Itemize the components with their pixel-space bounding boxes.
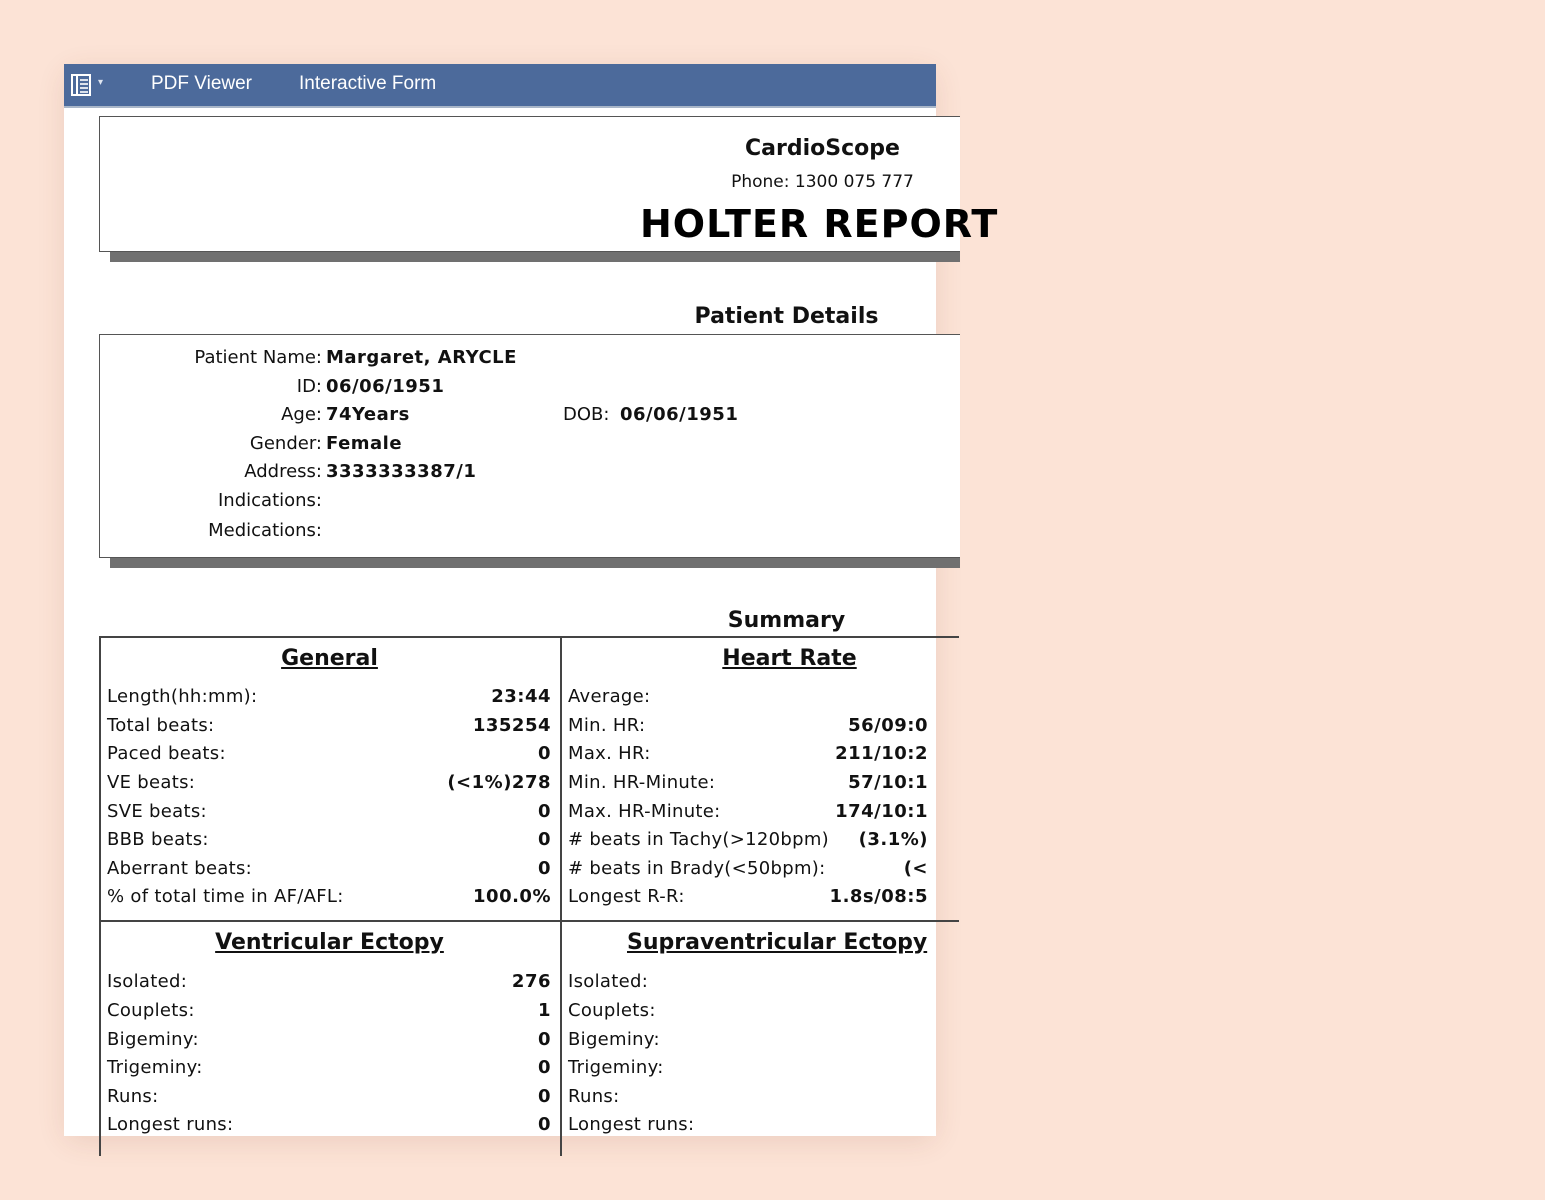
row-label: Bigeminy: — [107, 1029, 199, 1050]
patient-details-box — [99, 334, 960, 558]
general-heading: General — [281, 646, 378, 671]
table-row — [107, 829, 551, 857]
tab-pdf-viewer[interactable]: PDF Viewer — [151, 73, 253, 94]
table-row — [568, 971, 928, 999]
list-menu-icon[interactable] — [70, 73, 106, 97]
company-name: CardioScope — [745, 136, 900, 161]
row-value: (< — [903, 858, 928, 879]
patient-address-value: 3333333387/1 — [326, 461, 477, 482]
table-row — [107, 1029, 551, 1057]
row-label: Runs: — [568, 1086, 620, 1107]
row-label: Min. HR: — [568, 715, 646, 736]
row-value: 57/10:1 — [848, 772, 928, 793]
row-label: Aberrant beats: — [107, 858, 253, 879]
patient-id-label: ID: — [296, 376, 322, 397]
table-row — [568, 858, 928, 886]
row-label: Isolated: — [107, 971, 188, 992]
table-row — [568, 1114, 928, 1142]
table-row — [568, 1029, 928, 1057]
row-value: 0 — [537, 1086, 551, 1107]
table-row — [107, 801, 551, 829]
table-row — [107, 1114, 551, 1142]
row-value: 0 — [537, 1114, 551, 1135]
row-label: Isolated: — [568, 971, 649, 992]
table-divider-horizontal — [99, 920, 959, 922]
patient-id-row — [100, 376, 960, 404]
row-label: Max. HR: — [568, 743, 651, 764]
row-value: 23:44 — [491, 686, 551, 707]
row-label: Max. HR-Minute: — [568, 801, 721, 822]
patient-age-row — [100, 404, 960, 432]
table-row — [568, 715, 928, 743]
table-row — [568, 743, 928, 771]
row-value: 276 — [511, 971, 551, 992]
heart-rate-heading: Heart Rate — [722, 646, 857, 671]
row-label: % of total time in AF/AFL: — [107, 886, 344, 907]
table-row — [107, 858, 551, 886]
row-value: 0 — [537, 801, 551, 822]
patient-age-value: 74Years — [326, 404, 410, 425]
company-phone: Phone: 1300 075 777 — [731, 172, 914, 192]
row-label: Trigeminy: — [107, 1057, 203, 1078]
row-label: Longest runs: — [107, 1114, 234, 1135]
row-label: Trigeminy: — [568, 1057, 664, 1078]
table-border-left — [99, 636, 101, 1156]
row-label: Total beats: — [107, 715, 215, 736]
table-row — [568, 1000, 928, 1028]
summary-table — [99, 636, 959, 1156]
row-value: 135254 — [472, 715, 551, 736]
patient-address-label: Address: — [244, 461, 322, 482]
row-value: 211/10:2 — [835, 743, 928, 764]
table-row — [107, 886, 551, 914]
row-value: 56/09:0 — [848, 715, 928, 736]
patient-name-value: Margaret, ARYCLE — [326, 347, 517, 368]
row-label: SVE beats: — [107, 801, 207, 822]
table-row — [568, 686, 928, 714]
patient-age-label: Age: — [281, 404, 322, 425]
patient-medications-label: Medications: — [208, 520, 322, 541]
table-row — [107, 772, 551, 800]
row-value: (<1%)278 — [447, 772, 551, 793]
row-value: 1.8s/08:5 — [829, 886, 928, 907]
chevron-down-icon: ▾ — [98, 77, 104, 88]
row-label: Longest runs: — [568, 1114, 695, 1135]
tab-interactive-form[interactable]: Interactive Form — [299, 73, 437, 94]
pdf-viewer-window — [64, 64, 999, 1136]
report-header-box — [99, 116, 999, 252]
row-label: Runs: — [107, 1086, 159, 1107]
patient-dob-value: 06/06/1951 — [620, 404, 739, 425]
table-row — [568, 801, 928, 829]
patient-medications-row — [100, 520, 960, 548]
row-label: BBB beats: — [107, 829, 209, 850]
table-row — [107, 715, 551, 743]
row-value: 0 — [537, 829, 551, 850]
patient-indications-row — [100, 490, 960, 518]
patient-box-shadow — [110, 558, 960, 568]
row-label: Average: — [568, 686, 651, 707]
row-value: 0 — [537, 858, 551, 879]
table-row — [107, 1000, 551, 1028]
table-border-top — [99, 636, 959, 638]
patient-indications-label: Indications: — [218, 490, 322, 511]
patient-dob-label: DOB: — [563, 404, 610, 425]
toolbar — [64, 64, 936, 108]
ventricular-ectopy-heading: Ventricular Ectopy — [215, 930, 444, 955]
table-row — [568, 829, 928, 857]
document-page — [64, 108, 999, 1136]
header-box-shadow — [110, 252, 960, 262]
row-label: # beats in Tachy(>120bpm) — [568, 829, 829, 850]
row-label: Couplets: — [568, 1000, 656, 1021]
row-value: 0 — [537, 743, 551, 764]
table-row — [107, 686, 551, 714]
table-row — [568, 1057, 928, 1085]
row-label: Longest R-R: — [568, 886, 685, 907]
row-label: VE beats: — [107, 772, 196, 793]
row-label: Bigeminy: — [568, 1029, 660, 1050]
table-row — [568, 772, 928, 800]
row-label: Couplets: — [107, 1000, 195, 1021]
row-value: 0 — [537, 1029, 551, 1050]
table-row — [568, 886, 928, 914]
table-row — [107, 743, 551, 771]
patient-id-value: 06/06/1951 — [326, 376, 445, 397]
row-label: Paced beats: — [107, 743, 226, 764]
table-row — [568, 1086, 928, 1114]
list-menu-icon-svg — [70, 73, 94, 97]
summary-title: Summary — [727, 608, 846, 633]
table-row — [107, 1086, 551, 1114]
row-value: 174/10:1 — [835, 801, 928, 822]
patient-address-row — [100, 461, 960, 489]
report-title: HOLTER REPORT — [640, 202, 999, 246]
patient-name-row — [100, 347, 960, 375]
row-value: 1 — [537, 1000, 551, 1021]
table-divider-vertical — [560, 636, 562, 1156]
row-label: Length(hh:mm): — [107, 686, 258, 707]
patient-gender-label: Gender: — [249, 433, 322, 454]
row-value: (3.1%) — [858, 829, 928, 850]
table-row — [107, 1057, 551, 1085]
row-label: # beats in Brady(<50bpm): — [568, 858, 826, 879]
patient-name-label: Patient Name: — [194, 347, 322, 368]
patient-details-title: Patient Details — [694, 304, 879, 329]
table-row — [107, 971, 551, 999]
patient-gender-value: Female — [326, 433, 403, 454]
supraventricular-ectopy-heading: Supraventricular Ectopy — [627, 930, 928, 955]
row-value: 100.0% — [473, 886, 551, 907]
patient-gender-row — [100, 433, 960, 461]
row-value: 0 — [537, 1057, 551, 1078]
row-label: Min. HR-Minute: — [568, 772, 716, 793]
